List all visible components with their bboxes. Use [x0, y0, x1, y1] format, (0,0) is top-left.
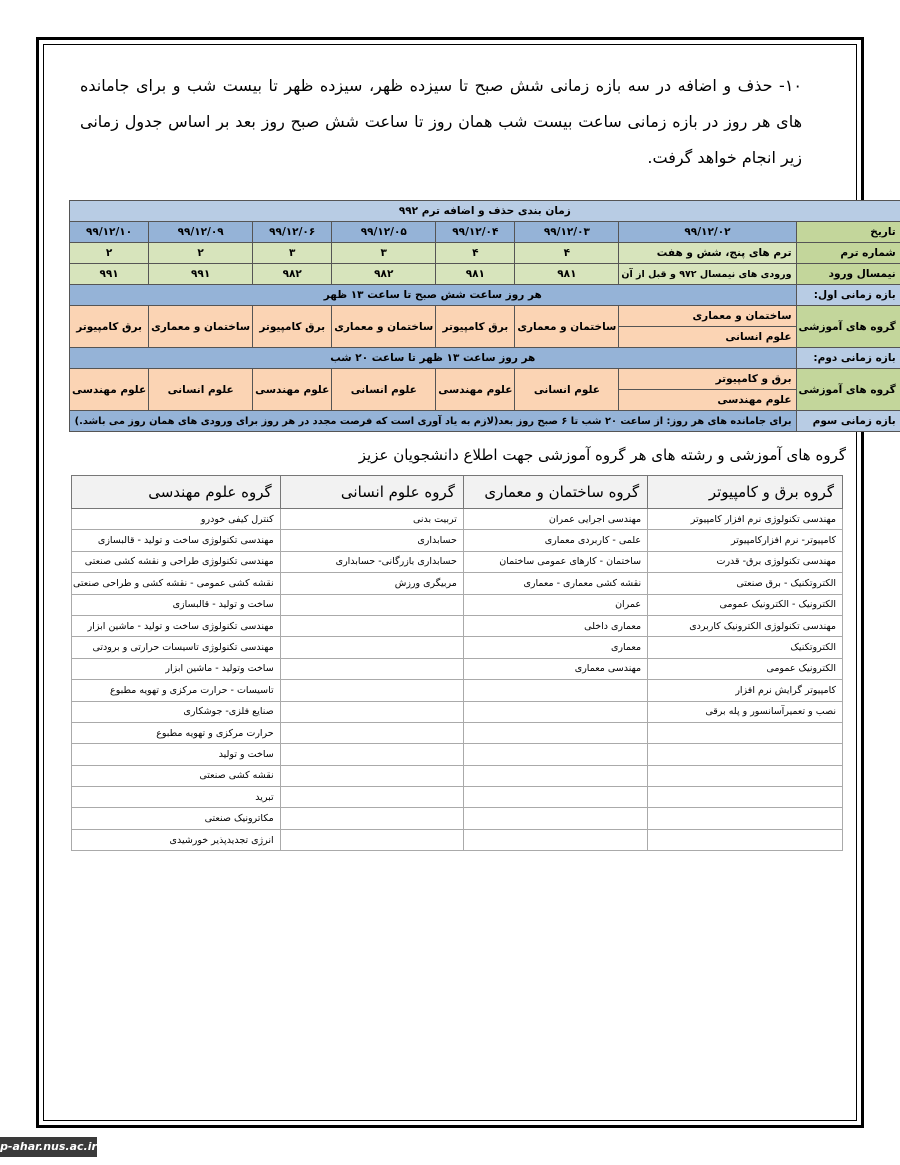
header-cell: گروه علوم مهندسی — [72, 476, 281, 509]
table-cell — [648, 765, 843, 786]
table-cell — [280, 594, 463, 615]
table-cell — [463, 765, 647, 786]
table-cell: مهندسی تکنولوژی طراحی و نقشه کشی صنعتی — [72, 551, 281, 572]
site-url: p-ahar.nus.ac.ir — [0, 1137, 97, 1157]
table-cell — [463, 744, 647, 765]
table-cell — [463, 722, 647, 743]
header-cell: گروه ساختمان و معماری — [463, 476, 647, 509]
table-cell: مربیگری ورزش — [280, 573, 463, 594]
table-cell: نقشه کشی عمومی - نقشه کشی و طراحی صنعتی — [72, 573, 281, 594]
table-cell: مهندسی تکنولوژی تاسیسات حرارتی و برودتی — [72, 637, 281, 658]
date-cell: ۹۹/۱۲/۰۶ — [253, 222, 332, 243]
period2-row — [70, 348, 900, 369]
entry-cell: ۹۹۱ — [70, 264, 149, 285]
table-row — [72, 680, 843, 701]
date-cell: ۹۹/۱۲/۰۴ — [436, 222, 515, 243]
table-row — [72, 744, 843, 765]
group-cell: برق کامپیوتر — [70, 306, 149, 348]
entry-cell: ۹۸۱ — [515, 264, 619, 285]
term-cell: ۲ — [149, 243, 253, 264]
table-cell — [280, 829, 463, 850]
entries-row — [70, 264, 900, 285]
table-row — [72, 787, 843, 808]
table-cell: نقشه کشی صنعتی — [72, 765, 281, 786]
table-row — [72, 615, 843, 636]
table-cell: کنترل کیفی خودرو — [72, 509, 281, 530]
date-cell: ۹۹/۱۲/۰۳ — [515, 222, 619, 243]
table-cell: نصب و تعمیرآسانسور و پله برقی — [648, 701, 843, 722]
period2-text: هر روز ساعت ۱۳ ظهر تا ساعت ۲۰ شب — [70, 348, 797, 369]
period1-row — [70, 285, 900, 306]
table-cell: تربیت بدنی — [280, 509, 463, 530]
table-cell — [463, 808, 647, 829]
table-row — [72, 530, 843, 551]
table-cell — [648, 787, 843, 808]
table-cell: مهندسی تکنولوژی الکترونیک کاربردی — [648, 615, 843, 636]
table-cell: ساختمان - کارهای عمومی ساختمان — [463, 551, 647, 572]
period1-label: بازه زمانی اول: — [796, 285, 900, 306]
table-cell: صنایع فلزی- جوشکاری — [72, 701, 281, 722]
table-cell — [280, 615, 463, 636]
group-cell: برق کامپیوتر — [436, 306, 515, 348]
table-cell: کامپیوتر گرایش نرم افزار — [648, 680, 843, 701]
group-cell: برق کامپیوتر — [253, 306, 332, 348]
table-cell: حرارت مرکزی و تهویه مطبوع — [72, 722, 281, 743]
term-cell: ۳ — [332, 243, 436, 264]
table-row — [72, 765, 843, 786]
entry-cell: ورودی های نیمسال ۹۷۲ و قبل از آن — [619, 264, 796, 285]
group-cell: علوم انسانی — [619, 327, 796, 348]
terms-row — [70, 243, 900, 264]
table-cell — [280, 658, 463, 679]
table-row — [72, 594, 843, 615]
dates-row — [70, 222, 900, 243]
table-row — [72, 551, 843, 572]
table-cell — [648, 829, 843, 850]
table-cell — [280, 701, 463, 722]
table-row — [72, 722, 843, 743]
group-cell: علوم مهندسی — [619, 390, 796, 411]
groups-title: گروه های آموزشی و رشته های هر گروه آموزشی جهت اطلاع دانشجویان عزیز — [358, 446, 846, 464]
table-cell: نقشه کشی معماری - معماری — [463, 573, 647, 594]
table-cell: کامپیوتر- نرم افزارکامپیوتر — [648, 530, 843, 551]
table-cell: معماری داخلی — [463, 615, 647, 636]
term-label: شماره ترم — [796, 243, 900, 264]
entry-cell: ۹۸۲ — [332, 264, 436, 285]
table-cell — [280, 744, 463, 765]
table-cell: مهندسی تکنولوژی نرم افزار کامپیوتر — [648, 509, 843, 530]
date-cell: ۹۹/۱۲/۰۲ — [619, 222, 796, 243]
table-row — [72, 701, 843, 722]
group-cell: ساختمان و معماری — [149, 306, 253, 348]
period3-label: بازه زمانی سوم — [796, 411, 900, 432]
table-cell — [463, 829, 647, 850]
group-cell: علوم مهندسی — [70, 369, 149, 411]
date-cell: ۹۹/۱۲/۱۰ — [70, 222, 149, 243]
table-cell — [280, 637, 463, 658]
group-cell: علوم انسانی — [149, 369, 253, 411]
table-cell: الکترونیک - الکترونیک عمومی — [648, 594, 843, 615]
entry-cell: ۹۸۲ — [253, 264, 332, 285]
table-cell: حسابداری بازرگانی- حسابداری — [280, 551, 463, 572]
table-cell: الکتروتکنیک - برق صنعتی — [648, 573, 843, 594]
table-cell — [648, 722, 843, 743]
term-cell: ۴ — [515, 243, 619, 264]
table-cell — [648, 808, 843, 829]
table-row — [72, 637, 843, 658]
table-cell — [463, 680, 647, 701]
period3-text: برای جامانده های هر روز: از ساعت ۲۰ شب تا ۶ صبح روز بعد(لازم به یاد آوری است که فرصت مجدد در هر روز برای ورودی های همان روز می باشد.) — [70, 411, 797, 432]
table-row — [72, 573, 843, 594]
header-cell: گروه علوم انسانی — [280, 476, 463, 509]
entry-label: نیمسال ورود — [796, 264, 900, 285]
table-cell: مهندسی اجرایی عمران — [463, 509, 647, 530]
group-cell: ساختمان و معماری — [332, 306, 436, 348]
table-row — [72, 658, 843, 679]
table-cell: عمران — [463, 594, 647, 615]
table-cell — [280, 680, 463, 701]
table-cell: تبرید — [72, 787, 281, 808]
table-cell — [463, 701, 647, 722]
period2-groups-row — [70, 369, 900, 390]
date-cell: ۹۹/۱۲/۰۵ — [332, 222, 436, 243]
schedule-table — [69, 200, 900, 432]
table-cell: ساخت وتولید - ماشین ابزار — [72, 658, 281, 679]
table-cell: مکاترونیک صنعتی — [72, 808, 281, 829]
intro-paragraph: ۱۰- حذف و اضافه در سه بازه زمانی شش صبح تا سیزده ظهر، سیزده ظهر تا بیست شب و برای جامانده های هر روز در بازه زمانی ساعت بیست شب همان روز تا ساعت شش صبح روز بعد بر اساس جدول زمانی زیر انجام خواهد گرفت. — [80, 76, 802, 167]
table-cell: ساخت و تولید — [72, 744, 281, 765]
entry-cell: ۹۸۱ — [436, 264, 515, 285]
table-cell: الکترونیک عمومی — [648, 658, 843, 679]
period2-groups-label: گروه های آموزشی — [796, 369, 900, 411]
period2-label: بازه زمانی دوم: — [796, 348, 900, 369]
table-cell — [280, 787, 463, 808]
table-cell — [463, 787, 647, 808]
period1-groups-label: گروه های آموزشی — [796, 306, 900, 348]
term-cell: ۴ — [436, 243, 515, 264]
term-cell: ترم های پنج، شش و هفت — [619, 243, 796, 264]
schedule-title: زمان بندی حذف و اضافه ترم ۹۹۲ — [70, 201, 900, 222]
table-row — [72, 808, 843, 829]
table-cell: حسابداری — [280, 530, 463, 551]
group-cell: علوم مهندسی — [253, 369, 332, 411]
table-cell: الکتروتکنیک — [648, 637, 843, 658]
table-cell: مهندسی معماری — [463, 658, 647, 679]
table-cell: مهندسی تکنولوژی ساخت و تولید - قالبسازی — [72, 530, 281, 551]
groups-body — [72, 509, 843, 851]
groups-table — [71, 475, 843, 851]
table-cell: معماری — [463, 637, 647, 658]
table-cell — [280, 808, 463, 829]
table-cell: مهندسی تکنولوژی ساخت و تولید - ماشین ابزار — [72, 615, 281, 636]
term-cell: ۳ — [253, 243, 332, 264]
table-cell: ساخت و تولید - قالبسازی — [72, 594, 281, 615]
term-cell: ۲ — [70, 243, 149, 264]
group-cell: علوم مهندسی — [436, 369, 515, 411]
group-cell: ساختمان و معماری — [619, 306, 796, 327]
table-row — [72, 509, 843, 530]
table-row — [72, 829, 843, 850]
table-cell — [280, 765, 463, 786]
group-cell: ساختمان و معماری — [515, 306, 619, 348]
period1-text: هر روز ساعت شش صبح تا ساعت ۱۳ ظهر — [70, 285, 797, 306]
group-cell: علوم انسانی — [332, 369, 436, 411]
table-cell: انرژی تجدیدپذیر خورشیدی — [72, 829, 281, 850]
date-cell: ۹۹/۱۲/۰۹ — [149, 222, 253, 243]
table-cell: مهندسی تکنولوژی برق- قدرت — [648, 551, 843, 572]
period1-groups-row — [70, 306, 900, 327]
table-cell: تاسیسات - حرارت مرکزی و تهویه مطبوع — [72, 680, 281, 701]
group-cell: برق و کامپیوتر — [619, 369, 796, 390]
groups-header-row — [72, 476, 843, 509]
table-cell — [280, 722, 463, 743]
period3-row — [70, 411, 900, 432]
table-cell: علمی - کاربردی معماری — [463, 530, 647, 551]
table-cell — [648, 744, 843, 765]
entry-cell: ۹۹۱ — [149, 264, 253, 285]
date-label: تاریخ — [796, 222, 900, 243]
group-cell: علوم انسانی — [515, 369, 619, 411]
header-cell: گروه برق و کامپیوتر — [648, 476, 843, 509]
